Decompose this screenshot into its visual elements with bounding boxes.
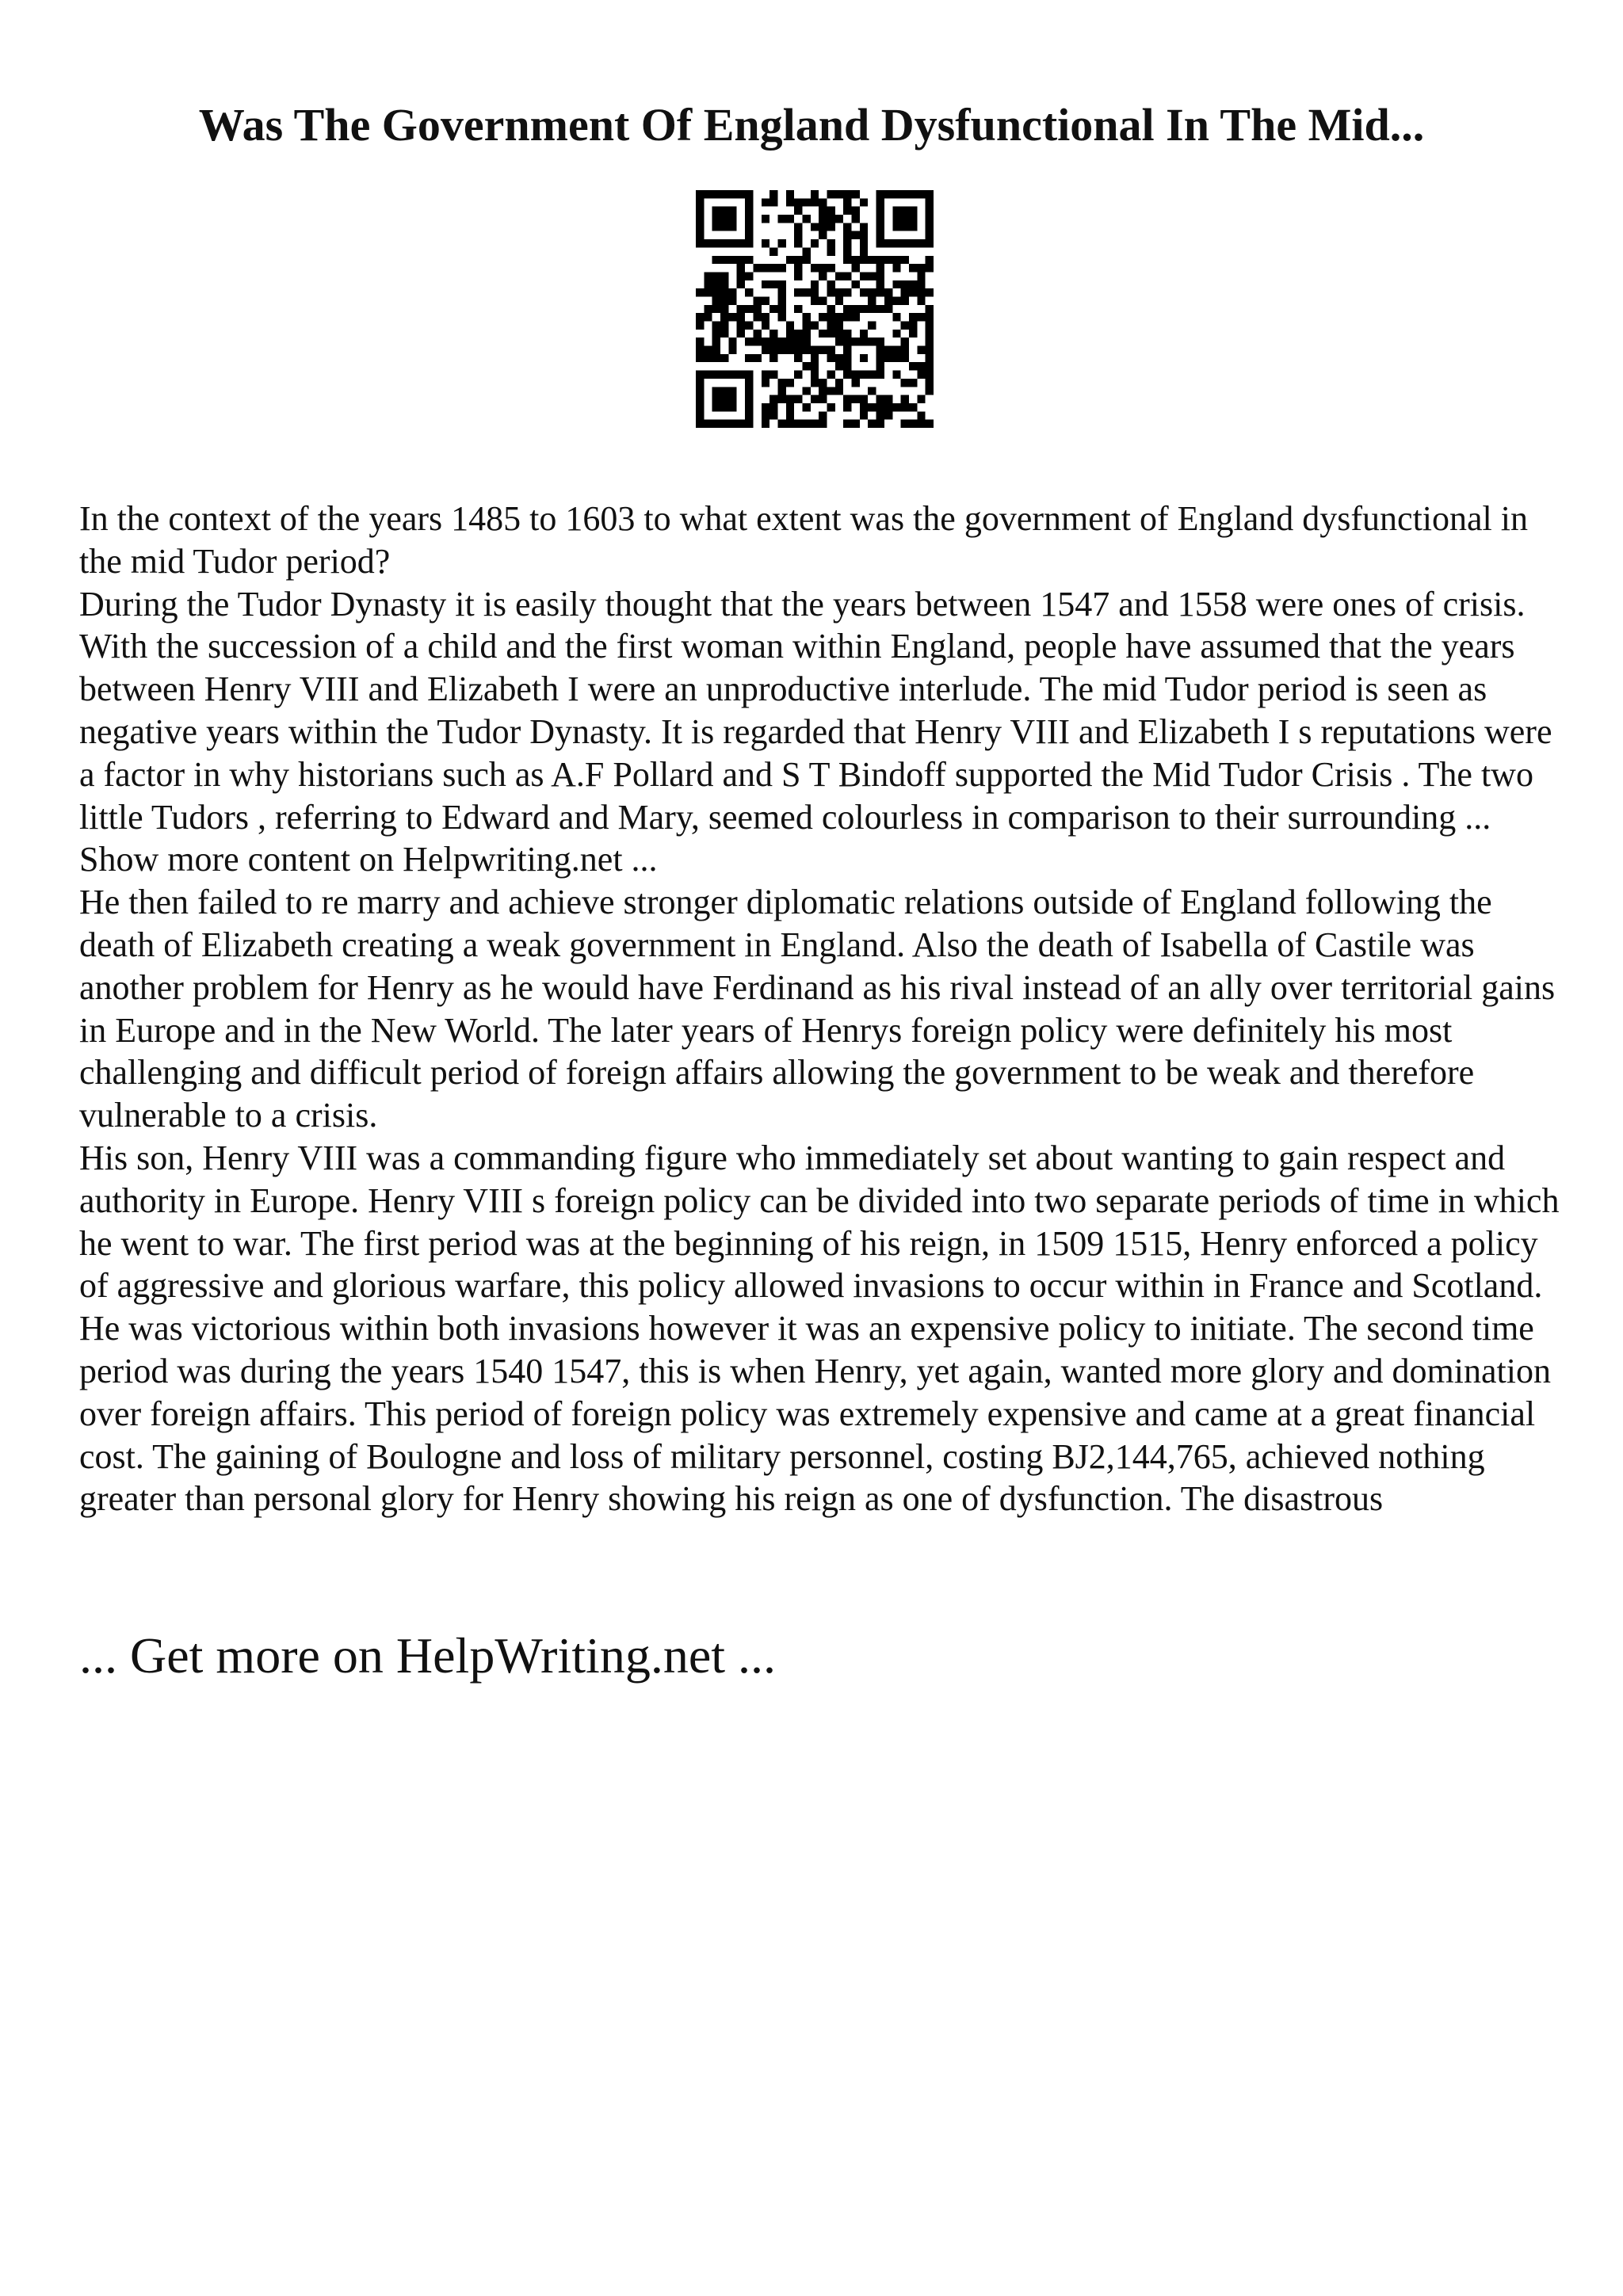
page-title: Was The Government Of England Dysfunctional In The Mid...: [198, 99, 1425, 151]
paragraph: In the context of the years 1485 to 1603 to what extent was the government of England dysfunctional in the mid Tudor period?: [79, 499, 1528, 581]
paragraph: During the Tudor Dynasty it is easily thought that the years between 1547 and 1558 were ones of crisis. With the succession of a child and the first woman within England, people have assumed that the years between Henry VIII and Elizabeth I were an unproductive interlude. The mid Tudor period is seen as negative years within the Tudor Dynasty. It is regarded that Henry VIII and Elizabeth I s reputations were a factor in why historians such as A.F Pollard and S T Bindoff supported the Mid Tudor Crisis . The two little Tudors , referring to Edward and Mary, seemed colourless in comparison to their surrounding ... Show more content on Helpwriting.net ...: [79, 584, 1552, 879]
get-more-link[interactable]: ... Get more on HelpWriting.net ...: [79, 1627, 776, 1684]
paragraph: He then failed to re marry and achieve stronger diplomatic relations outside of England following the death of Elizabeth creating a weak government in England. Also the death of Isabella of Castile was another problem for Henry as he would have Ferdinand as his rival instead of an ally over territorial gains in Europe and in the New World. The later years of Henrys foreign policy were definitely his most challenging and difficult period of foreign affairs allowing the government to be weak and therefore vulnerable to a crisis.: [79, 883, 1556, 1135]
paragraph: His son, Henry VIII was a commanding figure who immediately set about wanting to gain respect and authority in Europe. Henry VIII s foreign policy can be divided into two separate periods of time in which he went to war. The first period was at the beginning of his reign, in 1509 1515, Henry enforced a policy of aggressive and glorious warfare, this policy allowed invasions to occur within in France and Scotland. He was victorious within both invasions however it was an expensive policy to initiate. The second time period was during the years 1540 1547, this is when Henry, yet again, wanted more glory and domination over foreign affairs. This period of foreign policy was extremely expensive and came at a great financial cost. The gaining of Boulogne and loss of military personnel, costing BJ2,144,765, achieved nothing greater than personal glory for Henry showing his reign as one of dysfunction. The disastrous: [79, 1138, 1560, 1519]
qr-code-icon[interactable]: [696, 190, 934, 428]
article-body: [79, 498, 1569, 1520]
